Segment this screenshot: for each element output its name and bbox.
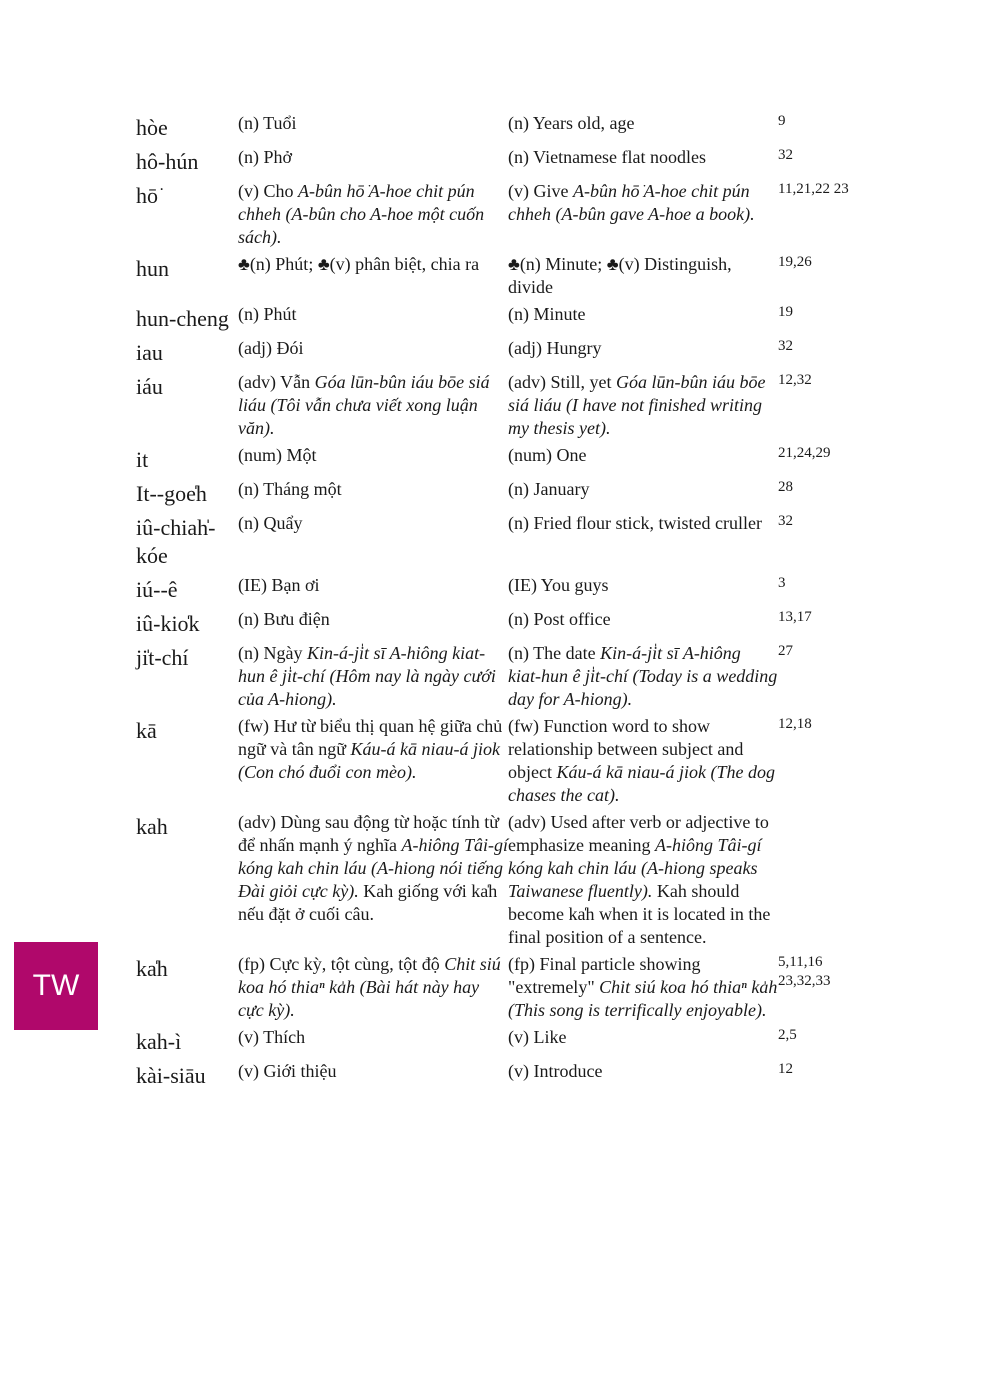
glossary-row — [136, 474, 856, 508]
entry-lesson-refs: 19,26 — [778, 254, 812, 270]
definition-text: (n) Vietnamese flat noodles — [508, 147, 707, 167]
entry-english — [508, 953, 778, 1022]
glossary-row — [136, 1022, 856, 1056]
entry-lesson-refs: 19 — [778, 304, 793, 320]
entry-term: iû-kio̍k — [136, 611, 200, 636]
entry-english — [508, 811, 778, 949]
definition-text: (adj) Hungry — [508, 338, 602, 358]
entry-term: iû-chiah̍-kóe — [136, 515, 216, 568]
entry-vietnamese — [238, 478, 508, 501]
entry-english — [508, 478, 778, 501]
example-sentence: Góa lūn-bûn iáu bōe siá liáu (I have not finished writing my thesis yet). — [508, 372, 766, 438]
definition-text: Kah giống với ka̍h nếu đặt ở cuối câu. — [238, 881, 498, 924]
entry-vietnamese — [238, 337, 508, 360]
glossary-row — [136, 142, 856, 176]
entry-vietnamese — [238, 444, 508, 467]
example-sentence: Kin-á-ji̍t sī A-hiông kiat-hun ê ji̍t-chí (Hôm nay là ngày cưới của A-hiong). — [238, 643, 496, 709]
entry-english — [508, 112, 778, 135]
entry-term: iú--ê — [136, 577, 178, 602]
glossary-row — [136, 108, 856, 142]
entry-english — [508, 1026, 778, 1049]
entry-term: it — [136, 447, 149, 472]
example-sentence: A-bûn hō͘ A-hoe chit pún chheh (A-bûn cho A-hoe một cuốn sách). — [238, 181, 485, 247]
example-sentence: A-hiông Tâi-gí kóng kah chin láu (A-hiong nói tiếng Đài giỏi cực kỳ). — [238, 835, 508, 901]
example-sentence: A-hiông Tâi-gí kóng kah chin láu (A-hiong speaks Taiwanese fluently). — [508, 835, 762, 901]
entry-term: hō͘ — [136, 183, 158, 208]
entry-vietnamese — [238, 608, 508, 631]
definition-text: (n) Fried flour stick, twisted cruller — [508, 513, 762, 533]
entry-vietnamese — [238, 303, 508, 326]
definition-text: (n) January — [508, 479, 590, 499]
entry-lesson-refs: 9 — [778, 113, 786, 129]
entry-english — [508, 715, 778, 807]
entry-lesson-refs: 2,5 — [778, 1027, 797, 1043]
entry-term: kah — [136, 814, 168, 839]
entry-term: kā — [136, 718, 157, 743]
entry-english — [508, 146, 778, 169]
entry-vietnamese — [238, 253, 508, 276]
entry-lesson-refs: 28 — [778, 479, 793, 495]
entry-term: ka̍h — [136, 956, 168, 981]
definition-text: (v) Cho — [238, 181, 298, 201]
entry-term: hô-hún — [136, 149, 199, 174]
definition-text: (n) Years old, age — [508, 113, 635, 133]
entry-vietnamese — [238, 642, 508, 711]
definition-text: (IE) Bạn ơi — [238, 575, 320, 595]
example-sentence: Káu-á kā niau-á jiok (Con chó đuổi con mèo). — [238, 739, 500, 782]
section-tab-tw — [14, 942, 98, 1030]
definition-text: (v) Introduce — [508, 1061, 603, 1081]
entry-english — [508, 253, 778, 299]
entry-english — [508, 444, 778, 467]
definition-text: (v) Giới thiệu — [238, 1061, 337, 1081]
entry-lesson-refs: 32 — [778, 147, 793, 163]
glossary-row — [136, 367, 856, 440]
glossary-row — [136, 176, 856, 249]
entry-vietnamese — [238, 953, 508, 1022]
definition-text: (v) Give — [508, 181, 573, 201]
glossary-row — [136, 949, 856, 1022]
definition-text: (v) Like — [508, 1027, 567, 1047]
entry-vietnamese — [238, 371, 508, 440]
entry-term: hun-cheng — [136, 306, 229, 331]
entry-lesson-refs: 5,11,16 23,32,33 — [778, 954, 831, 989]
glossary-row — [136, 807, 856, 949]
definition-text: (n) Bưu điện — [238, 609, 330, 629]
entry-english — [508, 337, 778, 360]
entry-english — [508, 180, 778, 226]
entry-lesson-refs: 32 — [778, 338, 793, 354]
entry-term: kài-siāu — [136, 1063, 206, 1088]
definition-text: (num) One — [508, 445, 587, 465]
definition-text: (n) Quẩy — [238, 513, 303, 533]
definition-text: ♣(n) Minute; ♣(v) Distinguish, divide — [508, 254, 732, 297]
glossary-row — [136, 638, 856, 711]
entry-lesson-refs: 12,32 — [778, 372, 812, 388]
glossary-row — [136, 570, 856, 604]
entry-vietnamese — [238, 112, 508, 135]
definition-text: (n) Post office — [508, 609, 611, 629]
entry-english — [508, 574, 778, 597]
entry-lesson-refs: 12 — [778, 1061, 793, 1077]
definition-text: (IE) You guys — [508, 575, 609, 595]
definition-text: (adj) Đói — [238, 338, 304, 358]
example-sentence: Chit siú koa hó thiaⁿ ka̍h (Bài hát này hay cực kỳ). — [238, 954, 501, 1020]
entry-term: It--goe̍h — [136, 481, 207, 506]
example-sentence: Kin-á-ji̍t sī A-hiông kiat-hun ê ji̍t-chí (Today is a wedding day for A-hiong). — [508, 643, 778, 709]
glossary-row — [136, 249, 856, 299]
glossary-row — [136, 711, 856, 807]
entry-lesson-refs: 11,21,22 23 — [778, 181, 849, 197]
entry-english — [508, 512, 778, 535]
definition-text: Kah should become ka̍h when it is located in the final position of a sentence. — [508, 881, 771, 947]
definition-text: ♣(n) Phút; ♣(v) phân biệt, chia ra — [238, 254, 480, 274]
glossary-table — [136, 108, 856, 1090]
example-sentence: Góa lūn-bûn iáu bōe siá liáu (Tôi vẫn chưa viết xong luận văn). — [238, 372, 490, 438]
glossary-row — [136, 440, 856, 474]
entry-vietnamese — [238, 1026, 508, 1049]
definition-text: (fp) Final particle showing "extremely" — [508, 954, 701, 997]
definition-text: (adv) Still, yet — [508, 372, 616, 392]
entry-term: hun — [136, 256, 169, 281]
glossary-row — [136, 508, 856, 570]
entry-lesson-refs: 32 — [778, 513, 793, 529]
definition-text: (n) The date — [508, 643, 601, 663]
entry-term: iáu — [136, 374, 163, 399]
entry-vietnamese — [238, 574, 508, 597]
entry-lesson-refs: 12,18 — [778, 716, 812, 732]
entry-lesson-refs: 27 — [778, 643, 793, 659]
entry-vietnamese — [238, 715, 508, 784]
entry-lesson-refs: 21,24,29 — [778, 445, 831, 461]
entry-vietnamese — [238, 180, 508, 249]
definition-text: (adv) Used after verb or adjective to emphasize meaning — [508, 812, 769, 855]
definition-text: (n) Tuổi — [238, 113, 297, 133]
glossary-row — [136, 299, 856, 333]
glossary-row — [136, 1056, 856, 1090]
entry-lesson-refs: 3 — [778, 575, 786, 591]
entry-english — [508, 642, 778, 711]
section-tab-label: TW — [32, 969, 80, 1002]
example-sentence: A-bûn hō͘ A-hoe chit pún chheh (A-bûn gave A-hoe a book). — [508, 181, 755, 224]
definition-text: (n) Phút — [238, 304, 297, 324]
definition-text: (n) Tháng một — [238, 479, 342, 499]
definition-text: (n) Phở — [238, 147, 293, 167]
definition-text: (n) Minute — [508, 304, 586, 324]
entry-english — [508, 371, 778, 440]
definition-text: (fw) Hư từ biểu thị quan hệ giữa chủ ngữ và tân ngữ — [238, 716, 503, 759]
entry-vietnamese — [238, 811, 508, 926]
entry-term: iau — [136, 340, 163, 365]
entry-vietnamese — [238, 512, 508, 535]
definition-text: (fp) Cực kỳ, tột cùng, tột độ — [238, 954, 445, 974]
glossary-row — [136, 333, 856, 367]
example-sentence: Káu-á kā niau-á jiok (The dog chases the cat). — [508, 762, 775, 805]
glossary-row — [136, 604, 856, 638]
definition-text: (n) Ngày — [238, 643, 307, 663]
definition-text: (v) Thích — [238, 1027, 306, 1047]
entry-lesson-refs: 13,17 — [778, 609, 812, 625]
definition-text: (adv) Vẫn — [238, 372, 315, 392]
entry-term: ji̍t-chí — [136, 645, 189, 670]
entry-english — [508, 303, 778, 326]
entry-term: kah-ì — [136, 1029, 182, 1054]
entry-vietnamese — [238, 1060, 508, 1083]
example-sentence: Chit siú koa hó thiaⁿ ka̍h (This song is terrifically enjoyable). — [508, 977, 778, 1020]
entry-english — [508, 608, 778, 631]
entry-vietnamese — [238, 146, 508, 169]
definition-text: (num) Một — [238, 445, 317, 465]
definition-text: (adv) Dùng sau động từ hoặc tính từ để nhấn mạnh ý nghĩa — [238, 812, 499, 855]
entry-term: hòe — [136, 115, 168, 140]
definition-text: (fw) Function word to show relationship between subject and object — [508, 716, 744, 782]
entry-english — [508, 1060, 778, 1083]
